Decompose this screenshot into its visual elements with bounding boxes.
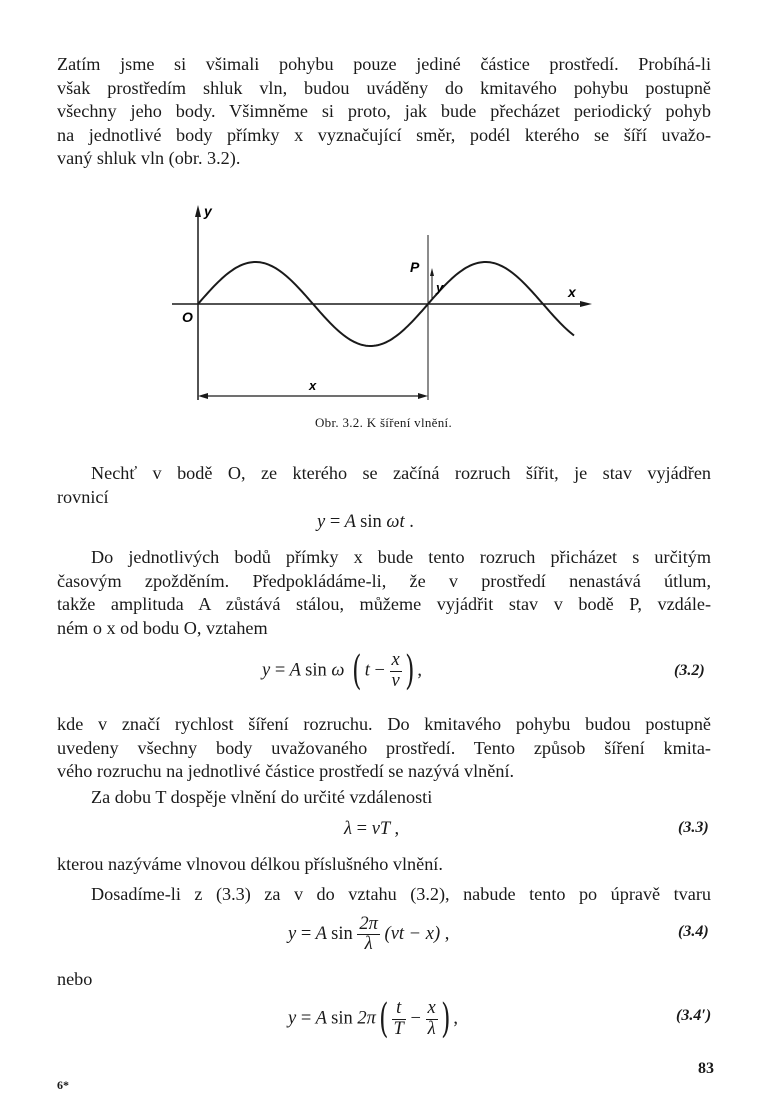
y-axis-arrow xyxy=(195,205,201,217)
origin-label: O xyxy=(182,309,193,325)
paragraph-initial-state xyxy=(57,462,711,486)
paragraph-period xyxy=(91,786,711,810)
eq-symbol: 2π xyxy=(357,1008,376,1029)
eq-symbol: vT xyxy=(371,819,390,839)
displacement-label: y xyxy=(436,280,444,295)
paragraph-or xyxy=(57,968,257,992)
text-line: však prostředím shluk vln, budou uváděny do kmitavého pohybu postupně xyxy=(57,77,711,98)
eq-symbol: A xyxy=(315,1008,327,1029)
eq-symbol: = xyxy=(300,1008,312,1029)
eq-paren-right: ) xyxy=(404,648,415,694)
eq-paren-left: ( xyxy=(352,648,362,694)
text-line: takže amplituda A zůstává stálou, můžeme vyjádřit stav v bodě P, vzdále- xyxy=(57,594,711,614)
y-axis-label: y xyxy=(204,203,212,219)
eq-numerator: 2π xyxy=(359,914,378,934)
point-p-label: P xyxy=(410,259,420,275)
eq-fraction xyxy=(357,915,380,955)
text-line: kterou nazýváme vlnovou délkou příslušného vlnění. xyxy=(57,854,443,874)
eq-symbol: A xyxy=(344,512,356,532)
text-line: ném o x od bodu O, vztahem xyxy=(57,617,268,638)
eq-symbol: = xyxy=(300,924,312,945)
x-axis-label: x xyxy=(568,284,576,300)
text-line: nebo xyxy=(57,969,93,989)
eq-symbol: − xyxy=(374,660,385,681)
eq-symbol: λ xyxy=(344,819,353,839)
paragraph-wave-definition xyxy=(57,713,711,784)
eq-symbol: = xyxy=(356,819,368,839)
text-line: vaný shluk vln (obr. 3.2). xyxy=(57,148,241,168)
eq-symbol: ωt xyxy=(386,512,405,532)
equation-number: (3.3) xyxy=(678,819,709,836)
eq-symbol: = xyxy=(274,660,286,681)
figure-caption: Obr. 3.2. K šíření vlnění. xyxy=(314,415,453,430)
equation-3-2 xyxy=(0,647,767,707)
page-number: 83 xyxy=(698,1060,714,1077)
eq-numerator: x xyxy=(391,650,400,671)
text-line: na jednotlivé body přímky x vyznačující směr, podél kterého se šíří uvažo- xyxy=(57,124,711,145)
eq-symbol: A xyxy=(289,660,301,681)
eq-numerator: t xyxy=(392,999,406,1019)
eq-fraction xyxy=(426,999,438,1039)
eq-fraction xyxy=(392,999,406,1039)
eq-symbol: . xyxy=(409,512,414,532)
distance-arrowhead-left xyxy=(198,393,208,399)
eq-denominator: v xyxy=(391,670,400,691)
text-line: Do jednotlivých bodů přímky x bude tento rozruch přicházet s určitým xyxy=(91,547,711,567)
text-line: časovým zpožděním. Předpokládáme-li, že v prostředí nenastává útlum, xyxy=(57,570,711,591)
text-line: kde v značí rychlost šíření rozruchu. Do kmitavého pohybu budou postupně xyxy=(57,714,711,734)
eq-symbol: (vt − x) xyxy=(384,924,441,945)
eq-symbol: = xyxy=(329,512,341,532)
eq-symbol: sin xyxy=(331,924,353,945)
distance-label: x xyxy=(309,378,317,393)
eq-symbol: sin xyxy=(305,660,327,681)
eq-symbol: y xyxy=(262,660,271,681)
eq-symbol: t xyxy=(364,660,370,681)
paragraph-substitution xyxy=(91,883,711,907)
equation-number: (3.2) xyxy=(674,662,705,679)
eq-symbol: , xyxy=(444,924,450,945)
text-line: Dosadíme-li z (3.3) za v do vztahu (3.2), nabude tento po úpravě tvaru xyxy=(91,884,711,904)
displacement-arrowhead xyxy=(430,268,434,276)
figure-wave-diagram xyxy=(0,0,767,420)
eq-symbol: , xyxy=(417,660,422,681)
eq-symbol: − xyxy=(410,1008,421,1029)
eq-symbol: y xyxy=(288,1008,297,1029)
paragraph-delay xyxy=(57,546,711,640)
eq-symbol: y xyxy=(288,924,297,945)
text-line: Zatím jsme si všimali pohybu pouze jediné částice prostředí. Probíhá-li xyxy=(57,54,711,74)
eq-paren-left: ( xyxy=(379,996,389,1042)
text-line: všechny jeho body. Všimněme si proto, jak bude přecházet periodický pohyb xyxy=(57,101,711,121)
eq-symbol: y xyxy=(317,512,326,532)
eq-symbol: , xyxy=(394,819,400,839)
equation-3-4-prime xyxy=(0,995,767,1055)
equation-number: (3.4) xyxy=(678,923,709,940)
text-line: uvedeny všechny body uvažovaného prostředí. Tento způsob šíření kmita- xyxy=(57,737,711,758)
eq-symbol: , xyxy=(453,1008,458,1029)
eq-symbol: A xyxy=(315,924,327,945)
x-axis-arrow xyxy=(580,301,592,307)
eq-symbol: ω xyxy=(331,660,345,681)
signature-mark: 6* xyxy=(57,1078,69,1092)
equation-number: (3.4′) xyxy=(676,1007,712,1024)
equation-3-4 xyxy=(0,915,767,975)
text-line: Za dobu T dospěje vlnění do určité vzdálenosti xyxy=(91,787,433,807)
text-line: Nechť v bodě O, ze kterého se začíná rozruch šířit, je stav vyjádřen xyxy=(91,463,711,483)
eq-denominator: T xyxy=(393,1018,404,1039)
text-line: vého rozruchu na jednotlivé částice prostředí se nazývá vlnění. xyxy=(57,761,515,781)
eq-denominator: λ xyxy=(364,934,373,955)
eq-symbol: sin xyxy=(331,1008,353,1029)
eq-symbol: sin xyxy=(360,512,382,532)
distance-arrowhead-right xyxy=(418,393,428,399)
paragraph-initial-state-tail xyxy=(57,486,711,510)
eq-numerator: x xyxy=(427,998,436,1019)
eq-denominator: λ xyxy=(427,1018,436,1039)
eq-paren-right: ) xyxy=(440,996,451,1042)
text-line: rovnicí xyxy=(57,487,109,507)
paragraph-wavelength xyxy=(57,853,711,877)
eq-fraction xyxy=(390,651,402,691)
